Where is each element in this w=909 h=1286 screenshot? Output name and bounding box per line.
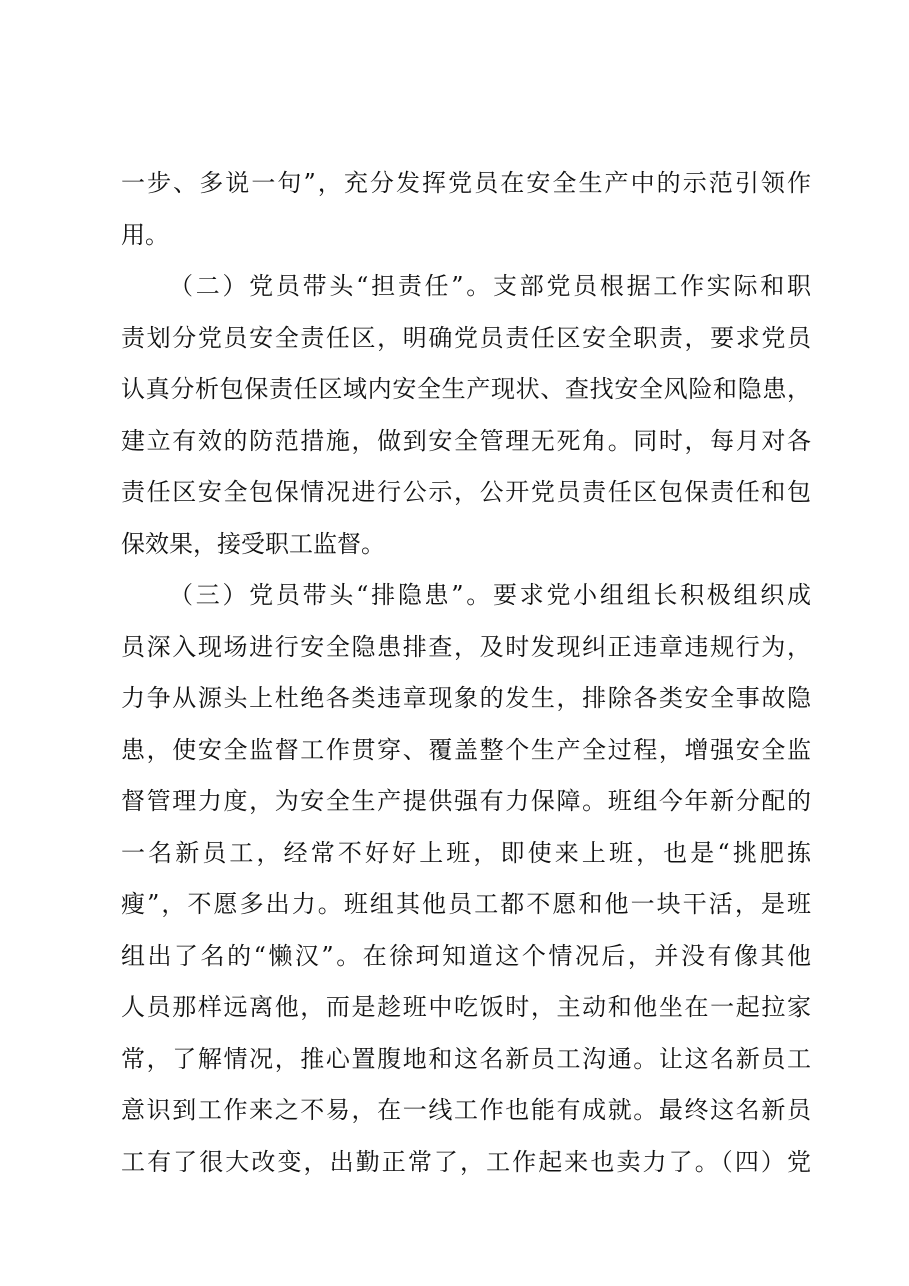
text-line: 瘦”，不愿多出力。班组其他员工都不愿和他一块干活，是班 xyxy=(121,890,811,918)
text-line: 员深入现场进行安全隐患排查，及时发现纠正违章违规行为， xyxy=(121,632,811,661)
text-line: 常，了解情况，推心置腹地和这名新员工沟通。让这名新员工 xyxy=(121,1044,811,1073)
text-line: 责划分党员安全责任区，明确党员责任区安全职责，要求党员 xyxy=(121,323,811,352)
text-line: 责任区安全包保情况进行公示，公开党员责任区包保责任和包 xyxy=(121,478,811,506)
text-line: 人员那样远离他，而是趁班中吃饭时，主动和他坐在一起拉家 xyxy=(121,993,811,1021)
text-line: 工有了很大改变，出勤正常了，工作起来也卖力了。（四）党 xyxy=(121,1147,811,1176)
text-line: 组出了名的“懒汉”。在徐珂知道这个情况后，并没有像其他 xyxy=(121,941,811,970)
text-line: 力争从源头上杜绝各类违章现象的发生，排除各类安全事故隐 xyxy=(121,684,811,712)
text-line: 患，使安全监督工作贯穿、覆盖整个生产全过程，增强安全监 xyxy=(121,735,811,764)
text-line: （三）党员带头“排隐患”。要求党小组组长积极组织成 xyxy=(169,581,811,609)
body-text xyxy=(121,158,811,1188)
text-line: 保效果，接受职工监督。 xyxy=(121,529,385,558)
text-line: 督管理力度，为安全生产提供强有力保障。班组今年新分配的 xyxy=(121,787,811,815)
text-line: 意识到工作来之不易，在一线工作也能有成就。最终这名新员 xyxy=(121,1096,811,1124)
text-line: 一名新员工，经常不好好上班，即使来上班，也是“挑肥拣 xyxy=(121,838,811,867)
text-line: 一步、多说一句”，充分发挥党员在安全生产中的示范引领作 xyxy=(121,169,811,197)
text-line: 认真分析包保责任区域内安全生产现状、查找安全风险和隐患， xyxy=(121,375,811,403)
text-line: 用。 xyxy=(121,220,169,249)
text-line: （二）党员带头“担责任”。支部党员根据工作实际和职 xyxy=(169,272,811,300)
text-line: 建立有效的防范措施，做到安全管理无死角。同时，每月对各 xyxy=(121,426,811,455)
